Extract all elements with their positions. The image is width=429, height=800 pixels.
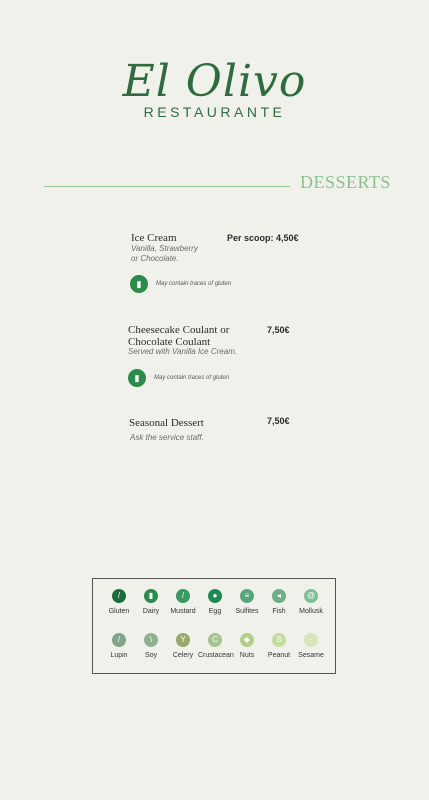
logo-script-text: El Olivo (122, 56, 307, 107)
legend-item-gluten (102, 589, 136, 615)
legend-label: Crustacean (198, 652, 234, 659)
milk-icon: ▮ (130, 275, 148, 293)
menu-item-price: Per scoop: 4,50€ (227, 233, 299, 243)
fish-icon: ◂ (272, 589, 286, 603)
menu-item-name: Seasonal Dessert (129, 417, 204, 429)
legend-item-dairy (134, 589, 168, 615)
allergen-note-text: May contain traces of gluten (156, 281, 232, 287)
legend-item-egg (198, 589, 232, 615)
legend-item-nuts (230, 633, 264, 659)
legend-item-celery (166, 633, 200, 659)
legend-label: Mollusk (299, 608, 323, 615)
sesame-icon: · (304, 633, 318, 647)
menu-item-desc: Served with Vanilla Ice Cream. (128, 347, 238, 356)
legend-item-sesame (294, 633, 328, 659)
legend-label: Sulfites (235, 608, 259, 615)
section-divider (44, 186, 290, 187)
legend-label: Dairy (142, 608, 160, 615)
mustard-icon: / (176, 589, 190, 603)
legend-label: Fish (272, 608, 286, 615)
allergen-legend (92, 578, 336, 674)
allergen-note (128, 369, 229, 387)
legend-label: Celery (172, 652, 194, 659)
legend-label: Peanut (267, 652, 291, 659)
legend-item-lupin (102, 633, 136, 659)
legend-item-soy (134, 633, 168, 659)
menu-item-price: 7,50€ (267, 325, 290, 335)
legend-label: Sesame (298, 652, 324, 659)
legend-label: Gluten (108, 608, 130, 615)
legend-item-crustacean (198, 633, 232, 659)
crustacean-icon: C (208, 633, 222, 647)
section-title: DESSERTS (300, 172, 391, 192)
allergen-note (130, 275, 231, 293)
menu-item-desc: Ask the service staff. (130, 433, 204, 442)
legend-label: Mustard (170, 608, 196, 615)
legend-label: Egg (208, 608, 222, 615)
nuts-icon: ◆ (240, 633, 254, 647)
restaurant-logo (0, 58, 429, 120)
legend-label: Lupin (110, 652, 128, 659)
soy-icon: \ (144, 633, 158, 647)
legend-label: Nuts (239, 652, 255, 659)
legend-item-mollusk (294, 589, 328, 615)
menu-item-price: 7,50€ (267, 416, 290, 426)
allergen-note-text: May contain traces of gluten (154, 375, 230, 381)
menu-item-name: Cheesecake Coulant or Chocolate Coulant (128, 324, 230, 348)
celery-icon: Y (176, 633, 190, 647)
menu-item-desc: Vanilla, Strawberry (131, 244, 198, 253)
logo-subtitle: RESTAURANTE (143, 104, 286, 120)
egg-icon: ● (208, 589, 222, 603)
legend-item-fish (262, 589, 296, 615)
wheat-icon: / (112, 589, 126, 603)
menu-item-desc: or Chocolate. (131, 254, 179, 263)
menu-item-name: Ice Cream (131, 232, 177, 244)
mollusk-icon: @ (304, 589, 318, 603)
legend-item-peanut (262, 633, 296, 659)
legend-item-mustard (166, 589, 200, 615)
legend-label: Soy (144, 652, 158, 659)
lupin-icon: / (112, 633, 126, 647)
peanut-icon: 8 (272, 633, 286, 647)
sulfites-icon: ≡ (240, 589, 254, 603)
legend-item-sulfites (230, 589, 264, 615)
milk-icon: ▮ (128, 369, 146, 387)
milk-icon: ▮ (144, 589, 158, 603)
